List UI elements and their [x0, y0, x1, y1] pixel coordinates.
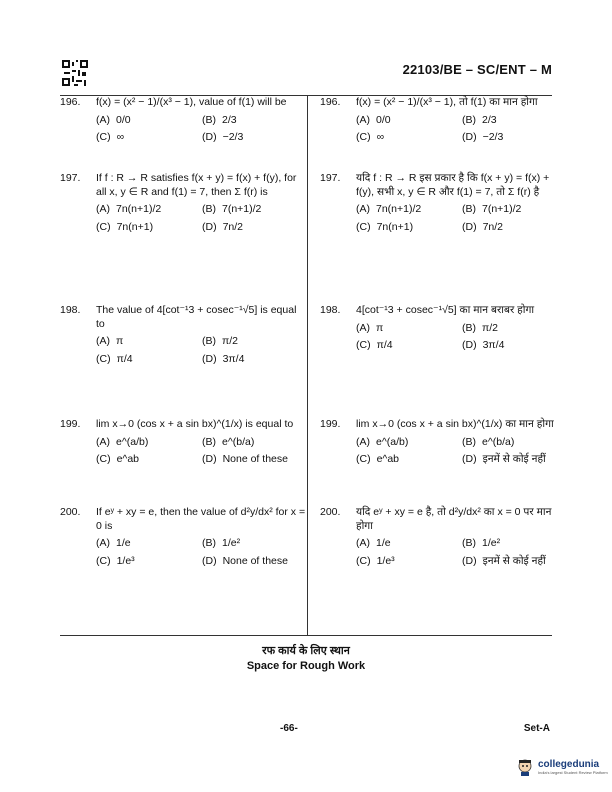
question-198: [60, 304, 308, 410]
option-c[interactable]: (C) 7n(n+1): [96, 220, 154, 233]
english-column: [60, 96, 308, 577]
question-number: 197.: [320, 172, 341, 184]
option-b[interactable]: (B) 1/e²: [202, 537, 241, 550]
option-a[interactable]: (A) 7n(n+1)/2: [96, 203, 162, 216]
question-text: lim x→0 (cos x + a sin bx)^(1/x) का मान होगा: [356, 418, 554, 430]
bottom-rule: [60, 635, 552, 636]
question-197: [60, 172, 308, 296]
option-d[interactable]: (D) None of these: [202, 554, 288, 567]
collegedunia-logo: [516, 758, 608, 776]
option-b[interactable]: (B) 2/3: [202, 113, 237, 126]
brand-tagline: India's largest Student Review Platform: [538, 770, 608, 775]
question-text: If eʸ + xy = e, then the value of d²y/dx² for x = 0 is: [96, 506, 306, 532]
question-196-hindi: [320, 96, 568, 164]
question-200: [60, 506, 308, 569]
option-b[interactable]: (B) e^(b/a): [202, 435, 255, 448]
option-d[interactable]: (D) 3π/4: [202, 352, 245, 365]
question-number: 197.: [60, 172, 81, 184]
options: [96, 114, 308, 145]
question-196: [60, 96, 308, 164]
paper-code: 22103/BE – SC/ENT – M: [402, 62, 552, 77]
question-text: If f : R → R satisfies f(x + y) = f(x) + f(y), for all x, y ∈ R and f(1) = 7, then Σ f(r) is: [96, 172, 297, 198]
option-c[interactable]: (C) 1/e³: [356, 554, 395, 567]
option-d[interactable]: (D) −2/3: [462, 131, 504, 144]
options: [96, 537, 308, 568]
options: [356, 203, 568, 234]
brand-name: collegedunia: [538, 759, 600, 770]
option-d[interactable]: (D) None of these: [202, 453, 288, 466]
question-number: 200.: [320, 506, 341, 518]
question-200-hindi: [320, 506, 568, 569]
question-number: 196.: [60, 96, 81, 108]
option-d[interactable]: (D) इनमें से कोई नहीं: [462, 453, 546, 466]
option-a[interactable]: (A) e^(a/b): [356, 435, 409, 448]
options: [96, 436, 308, 467]
question-199-hindi: [320, 418, 568, 498]
option-c[interactable]: (C) 7n(n+1): [356, 220, 414, 233]
option-b[interactable]: (B) 7(n+1)/2: [202, 203, 262, 216]
option-b[interactable]: (B) 1/e²: [462, 537, 501, 550]
options: [356, 537, 568, 568]
option-a[interactable]: (A) e^(a/b): [96, 435, 149, 448]
options: [96, 203, 308, 234]
question-text: यदि eʸ + xy = e है, तो d²y/dx² का x = 0 पर मान होगा: [356, 506, 552, 532]
option-b[interactable]: (B) 2/3: [462, 113, 497, 126]
question-number: 196.: [320, 96, 341, 108]
hindi-column: [320, 96, 568, 577]
option-c[interactable]: (C) π/4: [96, 352, 133, 365]
option-c[interactable]: (C) 1/e³: [96, 554, 135, 567]
question-number: 200.: [60, 506, 81, 518]
option-c[interactable]: (C) e^ab: [96, 453, 140, 466]
question-number: 199.: [60, 418, 81, 430]
option-a[interactable]: (A) π: [96, 335, 124, 348]
option-d[interactable]: (D) 7n/2: [202, 220, 244, 233]
question-text: The value of 4[cot⁻¹3 + cosec⁻¹√5] is equal to: [96, 304, 297, 330]
question-text: 4[cot⁻¹3 + cosec⁻¹√5] का मान बराबर होगा: [356, 304, 535, 316]
question-number: 199.: [320, 418, 341, 430]
option-a[interactable]: (A) 1/e: [356, 537, 391, 550]
options: [356, 436, 568, 467]
rough-work-hindi: रफ कार्य के लिए स्थान: [262, 645, 350, 657]
option-c[interactable]: (C) ∞: [356, 131, 385, 144]
mascot-icon: [516, 758, 534, 776]
option-b[interactable]: (B) e^(b/a): [462, 435, 515, 448]
option-d[interactable]: (D) 3π/4: [462, 339, 505, 352]
option-c[interactable]: (C) ∞: [96, 131, 125, 144]
option-a[interactable]: (A) π: [356, 321, 384, 334]
option-c[interactable]: (C) e^ab: [356, 453, 400, 466]
question-text: यदि f : R → R इस प्रकार है कि f(x + y) = f(x) + f(y), सभी x, y ∈ R और f(1) = 7, तो Σ f(r) है: [356, 172, 550, 198]
option-b[interactable]: (B) π/2: [202, 335, 239, 348]
option-b[interactable]: (B) π/2: [462, 321, 499, 334]
rough-work-english: Space for Rough Work: [246, 660, 366, 672]
option-b[interactable]: (B) 7(n+1)/2: [462, 203, 522, 216]
options: [356, 322, 568, 353]
question-199: [60, 418, 308, 498]
option-a[interactable]: (A) 1/e: [96, 537, 131, 550]
option-d[interactable]: (D) −2/3: [202, 131, 244, 144]
set-label: Set-A: [523, 723, 550, 734]
question-text: lim x→0 (cos x + a sin bx)^(1/x) is equal to: [96, 418, 294, 430]
question-198-hindi: [320, 304, 568, 410]
option-d[interactable]: (D) 7n/2: [462, 220, 504, 233]
options: [356, 114, 568, 145]
option-c[interactable]: (C) π/4: [356, 339, 393, 352]
question-number: 198.: [60, 304, 81, 316]
option-a[interactable]: (A) 0/0: [356, 113, 391, 126]
option-d[interactable]: (D) इनमें से कोई नहीं: [462, 554, 546, 567]
question-number: 198.: [320, 304, 341, 316]
options: [96, 335, 308, 366]
question-197-hindi: [320, 172, 568, 296]
page-number: -66-: [280, 723, 298, 734]
qr-code-icon: [62, 60, 88, 86]
option-a[interactable]: (A) 7n(n+1)/2: [356, 203, 422, 216]
question-text: f(x) = (x² − 1)/(x³ − 1), तो f(1) का मान होगा: [356, 96, 538, 108]
option-a[interactable]: (A) 0/0: [96, 113, 131, 126]
question-text: f(x) = (x² − 1)/(x³ − 1), value of f(1) will be: [96, 96, 287, 108]
